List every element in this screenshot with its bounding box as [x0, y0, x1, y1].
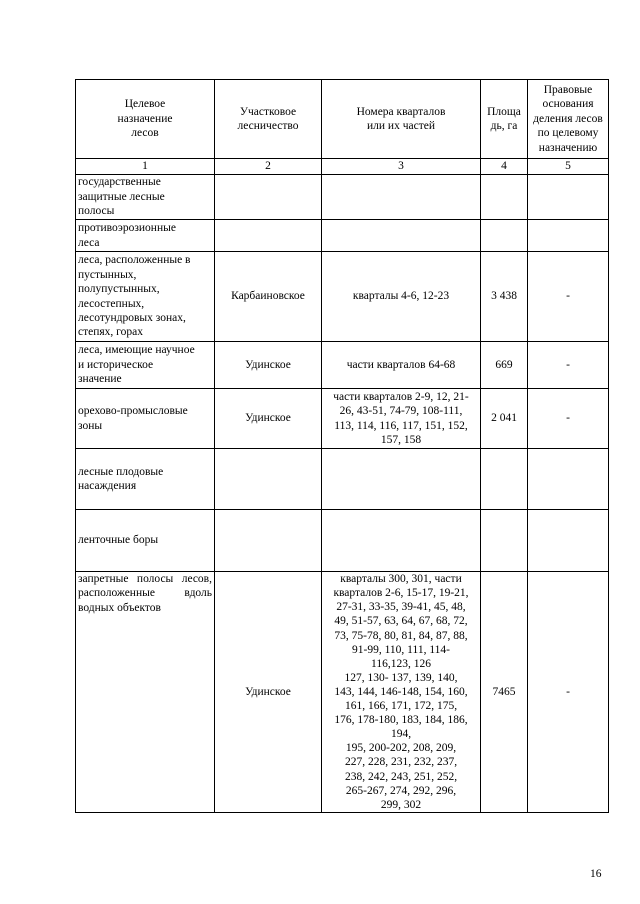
table-row — [76, 572, 609, 813]
cell-area: 3 438 — [481, 252, 528, 342]
cell-area: 669 — [481, 342, 528, 389]
cell-legal-basis: - — [528, 572, 609, 813]
cell-quarters: кварталы 4-6, 12-23 — [322, 252, 481, 342]
header-quarters: Номера кварталов или их частей — [322, 80, 481, 159]
header-area: Площа дь, га — [481, 80, 528, 159]
table-row — [76, 510, 609, 572]
cell-district: Удинское — [215, 389, 322, 449]
cell-purpose: противоэрозионные леса — [76, 220, 215, 252]
table-row — [76, 389, 609, 449]
cell-area: 2 041 — [481, 389, 528, 449]
column-number-row — [76, 159, 609, 175]
col-number: 4 — [481, 159, 528, 175]
header-district: Участковое лесничество — [215, 80, 322, 159]
cell-district — [215, 449, 322, 510]
table-row — [76, 342, 609, 389]
table-row — [76, 252, 609, 342]
cell-area: 7465 — [481, 572, 528, 813]
cell-legal-basis: - — [528, 389, 609, 449]
cell-purpose: леса, расположенные в пустынных, полупустынных, лесостепных, лесотундровых зонах, степях, горах — [76, 252, 215, 342]
cell-quarters: части кварталов 2-9, 12, 21- 26, 43-51, 74-79, 108-111, 113, 114, 116, 117, 151, 152, 157, 158 — [322, 389, 481, 449]
cell-district: Удинское — [215, 342, 322, 389]
page-number: 16 — [590, 868, 602, 880]
cell-purpose: леса, имеющие научное и историческое значение — [76, 342, 215, 389]
cell-area — [481, 510, 528, 572]
cell-quarters — [322, 449, 481, 510]
cell-legal-basis: - — [528, 342, 609, 389]
cell-quarters — [322, 175, 481, 220]
forest-purpose-table — [75, 79, 609, 813]
cell-legal-basis — [528, 510, 609, 572]
cell-district: Удинское — [215, 572, 322, 813]
cell-legal-basis: - — [528, 252, 609, 342]
cell-district — [215, 510, 322, 572]
header-legal-basis: Правовые основания деления лесов по целевому назначению — [528, 80, 609, 159]
cell-purpose: лесные плодовые насаждения — [76, 449, 215, 510]
cell-quarters: части кварталов 64-68 — [322, 342, 481, 389]
cell-purpose: ленточные боры — [76, 510, 215, 572]
cell-district: Карбаиновское — [215, 252, 322, 342]
cell-area — [481, 449, 528, 510]
header-purpose: Целевое назначение лесов — [76, 80, 215, 159]
cell-district — [215, 220, 322, 252]
cell-area — [481, 220, 528, 252]
cell-quarters: кварталы 300, 301, части кварталов 2-6, 15-17, 19-21, 27-31, 33-35, 39-41, 45, 48, 49, 51-57, 63, 64, 67, 68, 72, 73, 75-78, 80, 81, 84, 87, 88, 91-99, 110, 111, 114- 116,123, 126 127, 130- 137, 139, 140, 143, 144, 146-148, 154, 160, 161, 166, 171, 172, 175, 176, 178-180, 183, 184, 186, 194, 195, 200-202, 208, 209, 227, 228, 231, 232, 237, 238, 242, 243, 251, 252, 265-267, 274, 292, 296, 299, 302 — [322, 572, 481, 813]
table-header-row — [76, 80, 609, 159]
cell-legal-basis — [528, 449, 609, 510]
cell-legal-basis — [528, 175, 609, 220]
col-number: 2 — [215, 159, 322, 175]
table-row — [76, 175, 609, 220]
cell-area — [481, 175, 528, 220]
cell-purpose: запретные полосы лесов, расположенные вдоль водных объектов — [76, 572, 215, 813]
table-row — [76, 220, 609, 252]
col-number: 5 — [528, 159, 609, 175]
cell-purpose: орехово-промысловые зоны — [76, 389, 215, 449]
col-number: 1 — [76, 159, 215, 175]
cell-quarters — [322, 510, 481, 572]
cell-quarters — [322, 220, 481, 252]
cell-legal-basis — [528, 220, 609, 252]
col-number: 3 — [322, 159, 481, 175]
cell-district — [215, 175, 322, 220]
cell-purpose: государственные защитные лесные полосы — [76, 175, 215, 220]
table-row — [76, 449, 609, 510]
